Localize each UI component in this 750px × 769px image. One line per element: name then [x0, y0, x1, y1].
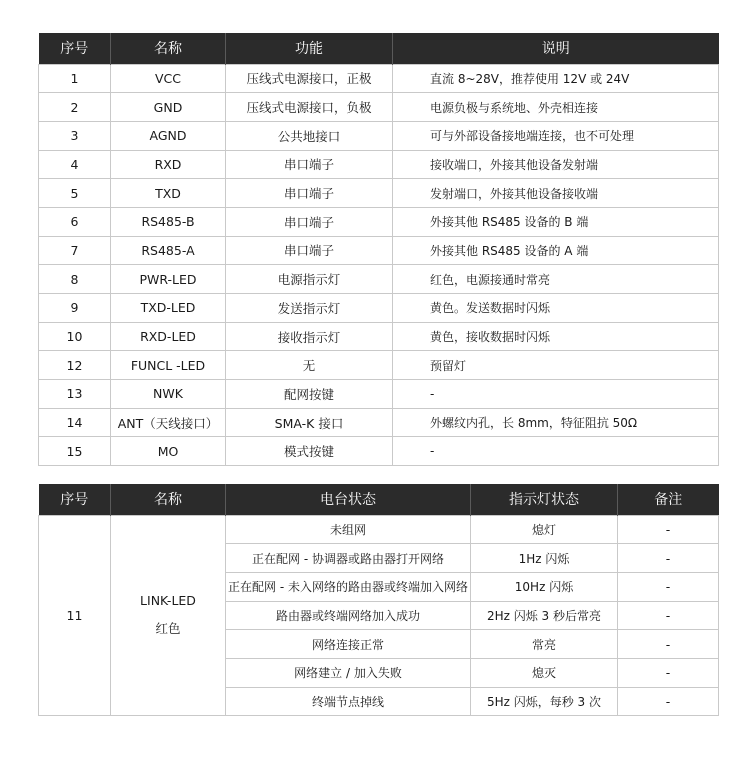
cell-number: 14: [39, 408, 111, 437]
cell-function: 无: [226, 351, 393, 380]
header-number: 序号: [39, 33, 111, 64]
table-row: [39, 64, 719, 93]
header-function: 功能: [226, 33, 393, 64]
cell-led-state: 10Hz 闪烁: [471, 572, 618, 601]
cell-function: 压线式电源接口，负极: [226, 93, 393, 122]
table-row: [39, 93, 719, 122]
cell-remark: -: [618, 544, 719, 573]
led-name-label: LINK-LED: [140, 593, 196, 609]
header-remark: 备注: [618, 484, 719, 515]
cell-description: 可与外部设备接地端连接，也不可处理: [393, 121, 719, 150]
cell-number: 3: [39, 121, 111, 150]
led-color-label: 红色: [155, 621, 181, 637]
cell-description: 接收端口，外接其他设备发射端: [393, 150, 719, 179]
cell-name: TXD-LED: [111, 294, 226, 323]
table-row: [39, 150, 719, 179]
header-radio-state: 电台状态: [226, 484, 471, 515]
cell-description: 直流 8~28V，推荐使用 12V 或 24V: [393, 64, 719, 93]
table-row: [39, 236, 719, 265]
cell-number: 5: [39, 179, 111, 208]
cell-name: GND: [111, 93, 226, 122]
led-status-table: [38, 484, 719, 716]
cell-led-state: 2Hz 闪烁 3 秒后常亮: [471, 601, 618, 630]
cell-number: 8: [39, 265, 111, 294]
cell-led-state: 常亮: [471, 630, 618, 659]
cell-remark: -: [618, 630, 719, 659]
cell-radio-state: 网络连接正常: [226, 630, 471, 659]
cell-function: 串口端子: [226, 236, 393, 265]
cell-function: 配网按键: [226, 380, 393, 409]
cell-name: VCC: [111, 64, 226, 93]
cell-description: -: [393, 437, 719, 466]
cell-name: MO: [111, 437, 226, 466]
cell-number: 15: [39, 437, 111, 466]
pin-definition-table: [38, 33, 719, 466]
cell-name: ANT（天线接口）: [111, 408, 226, 437]
cell-name: PWR-LED: [111, 265, 226, 294]
cell-remark: -: [618, 515, 719, 544]
table-row: [39, 121, 719, 150]
cell-function: 压线式电源接口，正极: [226, 64, 393, 93]
cell-description: 预留灯: [393, 351, 719, 380]
table-row: [39, 437, 719, 466]
cell-number: 7: [39, 236, 111, 265]
cell-function: 串口端子: [226, 150, 393, 179]
table-row: [39, 265, 719, 294]
cell-led-state: 熄灭: [471, 658, 618, 687]
cell-remark: -: [618, 572, 719, 601]
table-header-row: [39, 484, 719, 515]
cell-description: 发射端口，外接其他设备接收端: [393, 179, 719, 208]
cell-description: 电源负极与系统地、外壳相连接: [393, 93, 719, 122]
cell-description: 黄色，接收数据时闪烁: [393, 322, 719, 351]
cell-number: 9: [39, 294, 111, 323]
header-name: 名称: [111, 33, 226, 64]
header-name: 名称: [111, 484, 226, 515]
cell-description: 外接其他 RS485 设备的 B 端: [393, 207, 719, 236]
table-row: [39, 515, 719, 544]
cell-function: 串口端子: [226, 179, 393, 208]
cell-name: TXD: [111, 179, 226, 208]
cell-name: RXD-LED: [111, 322, 226, 351]
cell-radio-state: 终端节点掉线: [226, 687, 471, 716]
table-row: [39, 294, 719, 323]
table-row: [39, 351, 719, 380]
cell-name: RS485-A: [111, 236, 226, 265]
cell-remark: -: [618, 601, 719, 630]
header-number: 序号: [39, 484, 111, 515]
cell-number: 2: [39, 93, 111, 122]
cell-led-state: 熄灯: [471, 515, 618, 544]
cell-remark: -: [618, 658, 719, 687]
header-led-state: 指示灯状态: [471, 484, 618, 515]
cell-description: 红色，电源接通时常亮: [393, 265, 719, 294]
cell-number: 13: [39, 380, 111, 409]
cell-number: 11: [39, 515, 111, 716]
cell-number: 4: [39, 150, 111, 179]
cell-function: SMA-K 接口: [226, 408, 393, 437]
cell-name: FUNCL -LED: [111, 351, 226, 380]
cell-name: NWK: [111, 380, 226, 409]
cell-number: 12: [39, 351, 111, 380]
header-description: 说明: [393, 33, 719, 64]
cell-number: 6: [39, 207, 111, 236]
cell-led-state: 5Hz 闪烁，每秒 3 次: [471, 687, 618, 716]
cell-radio-state: 未组网: [226, 515, 471, 544]
cell-description: 外接其他 RS485 设备的 A 端: [393, 236, 719, 265]
table-row: [39, 322, 719, 351]
cell-function: 电源指示灯: [226, 265, 393, 294]
cell-name: RS485-B: [111, 207, 226, 236]
cell-number: 1: [39, 64, 111, 93]
table-row: [39, 408, 719, 437]
cell-name: AGND: [111, 121, 226, 150]
cell-name: RXD: [111, 150, 226, 179]
cell-remark: -: [618, 687, 719, 716]
cell-number: 10: [39, 322, 111, 351]
cell-function: 接收指示灯: [226, 322, 393, 351]
table-row: [39, 207, 719, 236]
cell-function: 串口端子: [226, 207, 393, 236]
cell-radio-state: 正在配网 - 协调器或路由器打开网络: [226, 544, 471, 573]
cell-description: 外螺纹内孔，长 8mm，特征阻抗 50Ω: [393, 408, 719, 437]
cell-description: 黄色。发送数据时闪烁: [393, 294, 719, 323]
table-header-row: [39, 33, 719, 64]
table-row: [39, 179, 719, 208]
cell-radio-state: 正在配网 - 未入网络的路由器或终端加入网络: [226, 572, 471, 601]
table-row: [39, 380, 719, 409]
cell-radio-state: 网络建立 / 加入失败: [226, 658, 471, 687]
cell-radio-state: 路由器或终端网络加入成功: [226, 601, 471, 630]
cell-function: 公共地接口: [226, 121, 393, 150]
cell-function: 模式按键: [226, 437, 393, 466]
cell-function: 发送指示灯: [226, 294, 393, 323]
cell-name: [111, 515, 226, 716]
cell-description: -: [393, 380, 719, 409]
cell-led-state: 1Hz 闪烁: [471, 544, 618, 573]
